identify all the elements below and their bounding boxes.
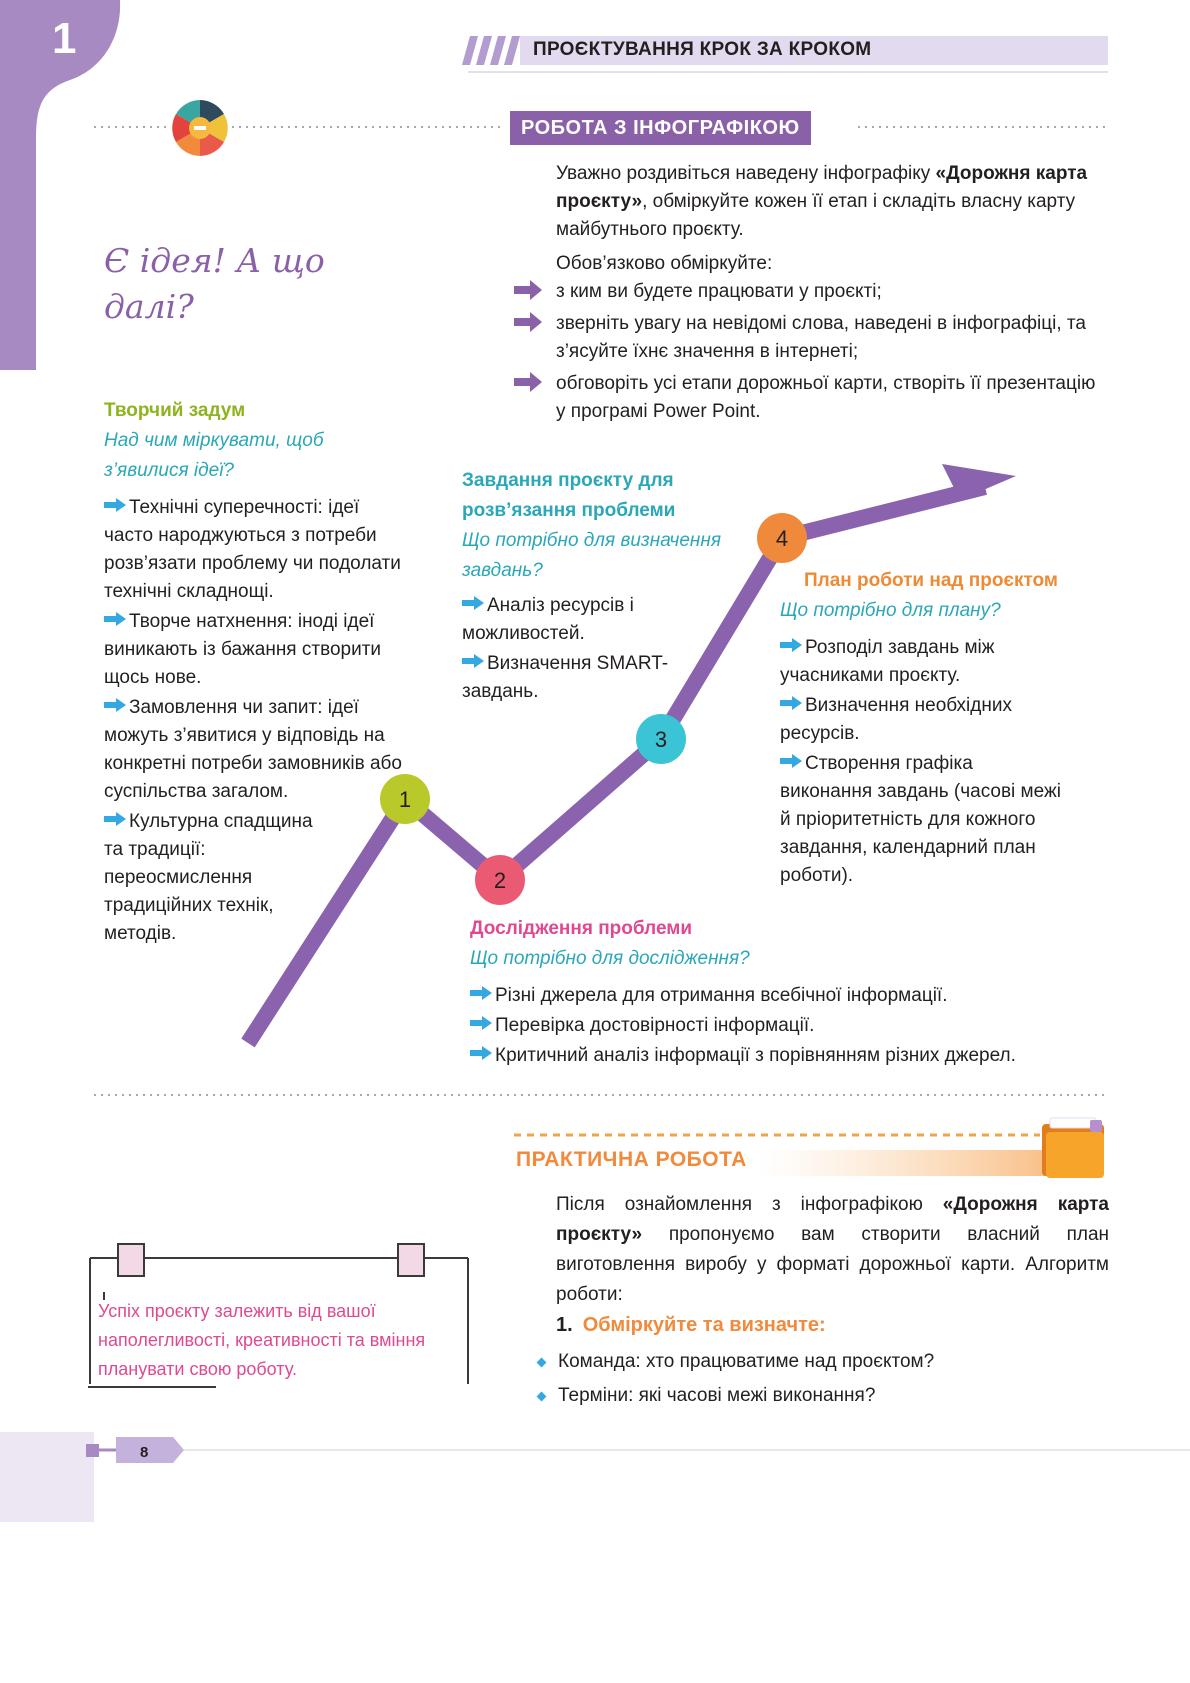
intro-text-start: Уважно роздивіться наведену інфографіку [556, 163, 936, 184]
stage-title: Дослідження проблеми [470, 918, 693, 939]
point-label-1: 1 [398, 787, 412, 812]
list-item: Команда: хто працюватиме над проєктом? [536, 1347, 1096, 1377]
stage-creative-idea [104, 396, 404, 948]
stage-item: Аналіз ресурсів і можливостей. [462, 595, 634, 644]
intro-text-end: , обміркуйте кожен її етап і складіть власну карту майбутнього проєкту. [556, 191, 1076, 240]
stage-title: План роботи над проєктом [804, 570, 1058, 591]
stage-title: Творчий задум [104, 400, 246, 421]
intro-lead: Обов’язково обміркуйте: [556, 253, 773, 274]
stage-item: Перевірка достовірності інформації. [470, 1012, 1110, 1040]
step-heading [556, 1314, 826, 1337]
practical-text-end: пропонуємо вам створити власний план виготовлення виробу у форматі дорожньої карти. Алгоритм роботи: [556, 1224, 1109, 1305]
roadmap-point-3 [636, 714, 686, 764]
blue-arrow-icon [104, 498, 126, 512]
blue-arrow-icon [462, 654, 484, 668]
blue-arrow-icon [470, 986, 492, 1000]
stage-question: Над чим міркувати, щоб з’явилися ідеї? [104, 430, 324, 481]
stage-question: Що потрібно для визначення завдань? [462, 530, 721, 581]
stage-item: Створення графіка виконання завдань (часові межі й пріоритетність для кожного завдання, календарний план роботи). [780, 753, 1061, 886]
blue-arrow-icon [780, 638, 802, 652]
stage-question: Що потрібно для плану? [780, 600, 1001, 621]
stage-item: Визначення необхідних ресурсів. [780, 695, 1012, 744]
step-title-text: Обміркуйте та визначте: [582, 1314, 826, 1336]
blue-arrow-icon [470, 1016, 492, 1030]
list-item: Терміни: які часові межі виконання? [536, 1381, 1096, 1411]
note-card-text: Успіх проєкту залежить від вашої наполегливості, креативності та вміння планувати свою роботу. [98, 1301, 426, 1379]
blue-arrow-icon [104, 812, 126, 826]
section-tag-infographic: РОБОТА З ІНФОГРАФІКОЮ [510, 111, 811, 145]
stage-question: Що потрібно для дослідження? [470, 948, 750, 969]
blue-arrow-icon [462, 596, 484, 610]
practical-bold-title: «Дорожня карта проєкту» [556, 1194, 1109, 1245]
step-number: 1. [556, 1314, 573, 1336]
blue-arrow-icon [104, 612, 126, 626]
blue-arrow-icon [470, 1046, 492, 1060]
page-number: 8 [140, 1444, 149, 1461]
stage-item: Розподіл завдань між учасниками проєкту. [780, 637, 995, 686]
blue-arrow-icon [780, 754, 802, 768]
header-title: ПРОЄКТУВАННЯ КРОК ЗА КРОКОМ [533, 39, 872, 60]
diamond-bullet-icon [537, 1358, 547, 1368]
stage-problem-research [470, 914, 1110, 1070]
stage-item: Творче натхнення: іноді ідеї виникають із бажання створити щось нове. [104, 611, 382, 688]
point-label-4: 4 [775, 526, 789, 551]
blue-arrow-icon [104, 698, 126, 712]
stage-title: Завдання проєкту для розв’язання проблеми [462, 470, 676, 521]
stage-project-tasks [462, 466, 722, 706]
stage-item: Технічні суперечності: ідеї часто народжуються з потреби розв’язати проблему чи подолати технічні складнощі. [104, 497, 401, 602]
roadmap-point-4 [757, 513, 807, 563]
stage-work-plan [780, 566, 1100, 890]
step-sub-list [536, 1347, 1096, 1415]
list-item-text: зверніть увагу на невідомі слова, наведені в інфографіці, та з’ясуйте їхнє значення в інтернеті; [556, 313, 1086, 362]
practical-intro [556, 1190, 1109, 1310]
list-item-text: з ким ви будете працювати у проєкті; [556, 281, 882, 302]
stage-item: Культурна спадщина та традиції: переосмислення традиційних технік, методів. [104, 811, 313, 944]
stage-item: Замовлення чи запит: ідеї можуть з’явитися у відповідь на конкретні потреби замовників або суспільства загалом. [104, 697, 402, 802]
blue-arrow-icon [780, 696, 802, 710]
chapter-number: 1 [52, 14, 77, 63]
stage-item: Різні джерела для отримання всебічної інформації. [470, 982, 1110, 1010]
point-label-3: 3 [654, 727, 668, 752]
point-label-2: 2 [493, 868, 507, 893]
diamond-bullet-icon [537, 1392, 547, 1402]
roadmap-point-2 [475, 855, 525, 905]
intro-bold-title: «Дорожня карта проєкту» [556, 163, 1088, 212]
stage-item: Критичний аналіз інформації з порівнянням різних джерел. [470, 1042, 1110, 1070]
list-item-text: обговоріть усі етапи дорожньої карти, створіть її презентацію у програмі Power Point. [556, 373, 1096, 422]
practical-title: ПРАКТИЧНА РОБОТА [516, 1148, 747, 1171]
stage-item: Визначення SMART-завдань. [462, 653, 669, 702]
handwritten-note: Є ідея! А що далі? [104, 241, 325, 326]
practical-text-start: Після ознайомлення з інфографікою [556, 1194, 943, 1215]
